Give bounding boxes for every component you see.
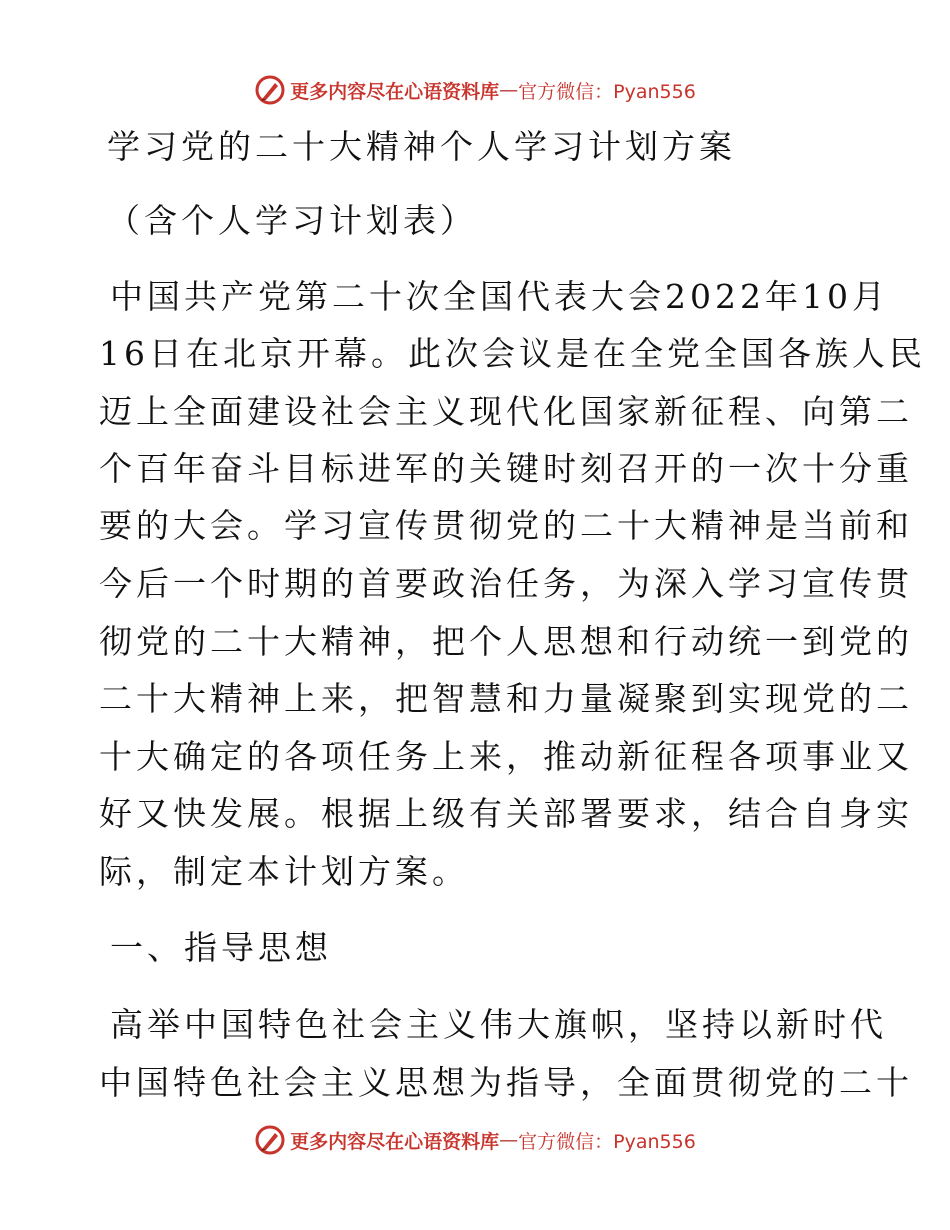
intro-line: 要的大会。学习宣传贯彻党的二十大精神是当前和 <box>99 506 913 545</box>
intro-line: 中国共产党第二十次全国代表大会2022年10月 <box>110 277 889 316</box>
intro-line: 际，制定本计划方案。 <box>99 852 469 891</box>
header-watermark <box>0 70 950 110</box>
document-title: 学习党的二十大精神个人学习计划方案 <box>107 127 736 166</box>
intro-line: 个百年奋斗目标进军的关键时刻召开的一次十分重 <box>99 449 913 488</box>
document-subtitle: （含个人学习计划表） <box>107 201 477 240</box>
watermark-brand: 更多内容尽在心语资料库 <box>290 1130 500 1153</box>
intro-line: 今后一个时期的首要政治任务，为深入学习宣传贯 <box>99 564 913 603</box>
watermark-separator: — <box>499 79 519 101</box>
brush-pen-icon <box>254 74 286 106</box>
brush-pen-icon <box>254 1124 286 1156</box>
section-heading: 一、指导思想 <box>110 928 332 967</box>
watermark-account: 官方微信：Pyan556 <box>518 80 696 103</box>
section-line: 高举中国特色社会主义伟大旗帜，坚持以新时代 <box>110 1005 887 1044</box>
intro-line: 16日在北京开幕。此次会议是在全党全国各族人民 <box>99 334 926 373</box>
intro-line: 好又快发展。根据上级有关部署要求，结合自身实 <box>99 794 913 833</box>
intro-line: 彻党的二十大精神，把个人思想和行动统一到党的 <box>99 622 913 661</box>
intro-line: 迈上全面建设社会主义现代化国家新征程、向第二 <box>99 392 913 431</box>
section-line: 中国特色社会主义思想为指导，全面贯彻党的二十 <box>99 1063 913 1102</box>
intro-line: 十大确定的各项任务上来，推动新征程各项事业又 <box>99 737 913 776</box>
watermark-account: 官方微信：Pyan556 <box>518 1130 696 1153</box>
watermark-brand: 更多内容尽在心语资料库 <box>290 80 500 103</box>
intro-line: 二十大精神上来，把智慧和力量凝聚到实现党的二 <box>99 679 913 718</box>
footer-watermark <box>0 1120 950 1160</box>
watermark-separator: — <box>499 1129 519 1151</box>
